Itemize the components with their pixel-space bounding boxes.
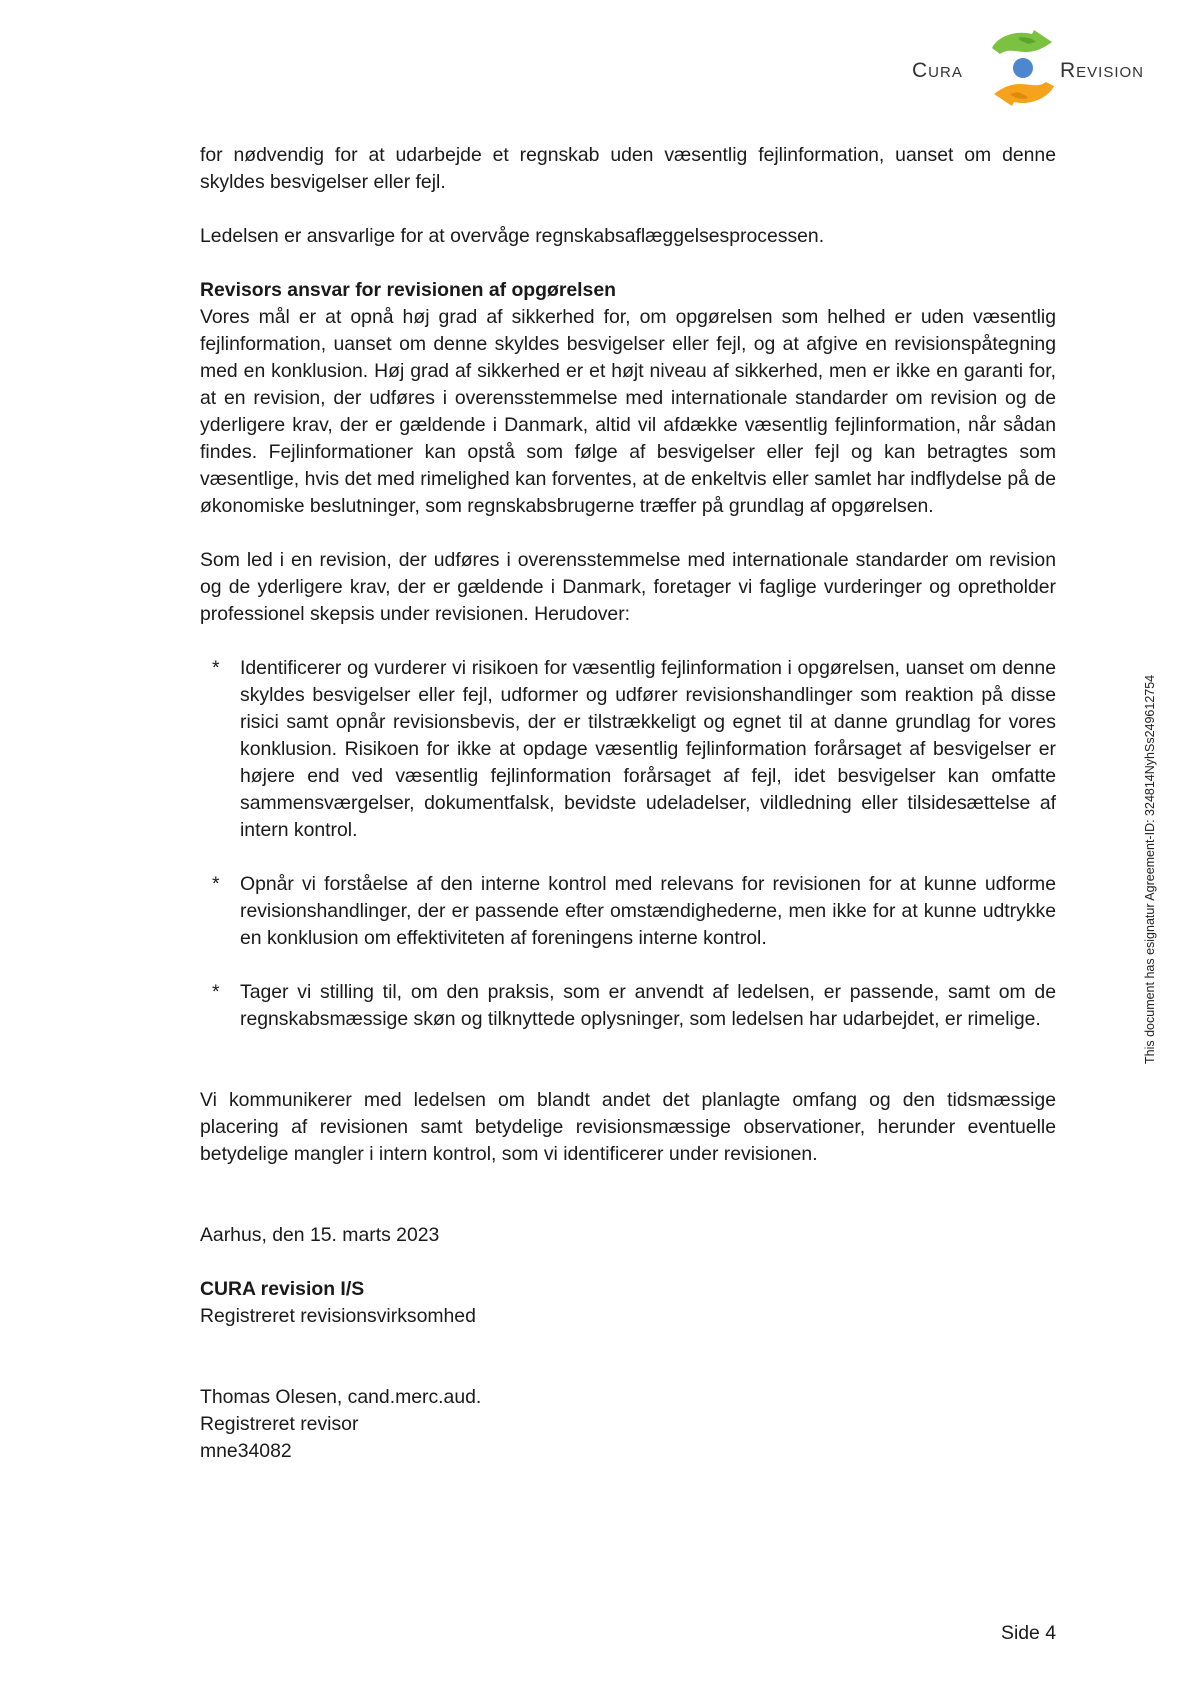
spacer: [200, 1060, 1056, 1087]
auditor-id: mne34082: [200, 1440, 292, 1462]
paragraph-management-oversight: Ledelsen er ansvarlige for at overvåge regnskabsaflæggelsesprocessen.: [200, 225, 825, 247]
signature-block: [200, 1222, 1056, 1465]
paragraph-professional-judgement: Som led i en revision, der udføres i overensstemmelse med internationale standarder om revision og de yderligere krav, der er gældende i Danmark, foretager vi faglige vurderinger og opretholder professionel skepsis under revisionen. Herudover:: [200, 549, 1056, 625]
place-and-date: Aarhus, den 15. marts 2023: [200, 1224, 440, 1246]
auditor-title: Registreret revisor: [200, 1413, 359, 1435]
list-item-text: Tager vi stilling til, om den praksis, som er anvendt af ledelsen, er passende, samt om de regnskabsmæssige skøn og tilknyttede oplysninger, som ledelsen har udarbejdet, er rimelige.: [240, 981, 1056, 1030]
bullet-marker: *: [212, 981, 220, 1003]
list-item-text: Identificerer og vurderer vi risikoen for væsentlig fejlinformation i opgørelsen, uanset om denne skyldes besvigelser eller fejl, udformer og udfører revisionshandlinger som reaktion på disse risici samt opnår revisionsbevis, der er tilstrækkeligt og egnet til at danne grundlag for vores konklusion. Risikoen for ikke at opdage væsentlig fejlinformation forårsaget af besvigelser er højere end ved væsentlig fejlinformation forårsaget af fejl, idet besvigelser kan omfatte sammensværgelser, dokumentfalsk, bevidste udeladelser, vildledning eller tilsidesættelse af intern kontrol.: [240, 657, 1056, 841]
audit-procedures-list: [200, 655, 1056, 1033]
paragraph-communication: Vi kommunikerer med ledelsen om blandt andet det planlagte omfang og den tidsmæssige placering af revisionen samt betydelige revisionsmæssige observationer, herunder eventuelle betydelige mangler i intern kontrol, som vi identificerer under revisionen.: [200, 1089, 1056, 1165]
logo-word-revision: Revision: [1060, 59, 1145, 82]
list-item-text: Opnår vi forståelse af den interne kontrol med relevans for revisionen for at kunne udforme revisionshandlinger, der er passende efter omstændighederne, men ikke for at kunne udtrykke en konklusion om effektiviteten af foreningens interne kontrol.: [240, 873, 1056, 949]
paragraph-audit-objective: Vores mål er at opnå høj grad af sikkerhed for, om opgørelsen som helhed er uden væsentlig fejlinformation, uanset om denne skyldes besvigelser eller fejl, og at afgive en revisionspåtegning med en konklusion. Høj grad af sikkerhed er et højt niveau af sikkerhed, men er ikke en garanti for, at en revision, der udføres i overensstemmelse med internationale standarder om revision og de yderligere krav, der er gældende i Danmark, altid vil afdække væsentlig fejlinformation, når sådan findes. Fejlinformationer kan opstå som følge af besvigelser eller fejl og kan betragtes som væsentlige, hvis det med rimelighed kan forventes, at de enkeltvis eller samlet har indflydelse på de økonomiske beslutninger, som regnskabsbrugerne træffer på grundlag af opgørelsen.: [200, 306, 1056, 517]
bullet-marker: *: [212, 873, 220, 895]
logo-word-cura: Cura: [912, 59, 963, 82]
firm-type: Registreret revisionsvirksomhed: [200, 1305, 476, 1327]
paragraph-responsibility-continued: for nødvendig for at udarbejde et regnskab uden væsentlig fejlinformation, uanset om denne skyldes besvigelser eller fejl.: [200, 144, 1056, 193]
firm-name: CURA revision I/S: [200, 1278, 365, 1300]
spacer: [200, 1330, 1056, 1357]
document-body: [200, 142, 1056, 1465]
bullet-marker: *: [212, 657, 220, 679]
hands-logo-icon: [988, 28, 1058, 108]
cura-revision-logo: [912, 28, 1162, 112]
esignatur-agreement-note: This document has esignatur Agreement-ID: 324814NyhSs249612754: [1143, 674, 1157, 1064]
spacer: [200, 1357, 1056, 1384]
section-heading: Revisors ansvar for revisionen af opgørelsen: [200, 279, 616, 301]
list-item: [200, 655, 1056, 844]
spacer: [200, 1195, 1056, 1222]
auditor-name: Thomas Olesen, cand.merc.aud.: [200, 1386, 482, 1408]
list-item: [200, 871, 1056, 952]
list-item: [200, 979, 1056, 1033]
page-number: Side 4: [1001, 1622, 1056, 1644]
